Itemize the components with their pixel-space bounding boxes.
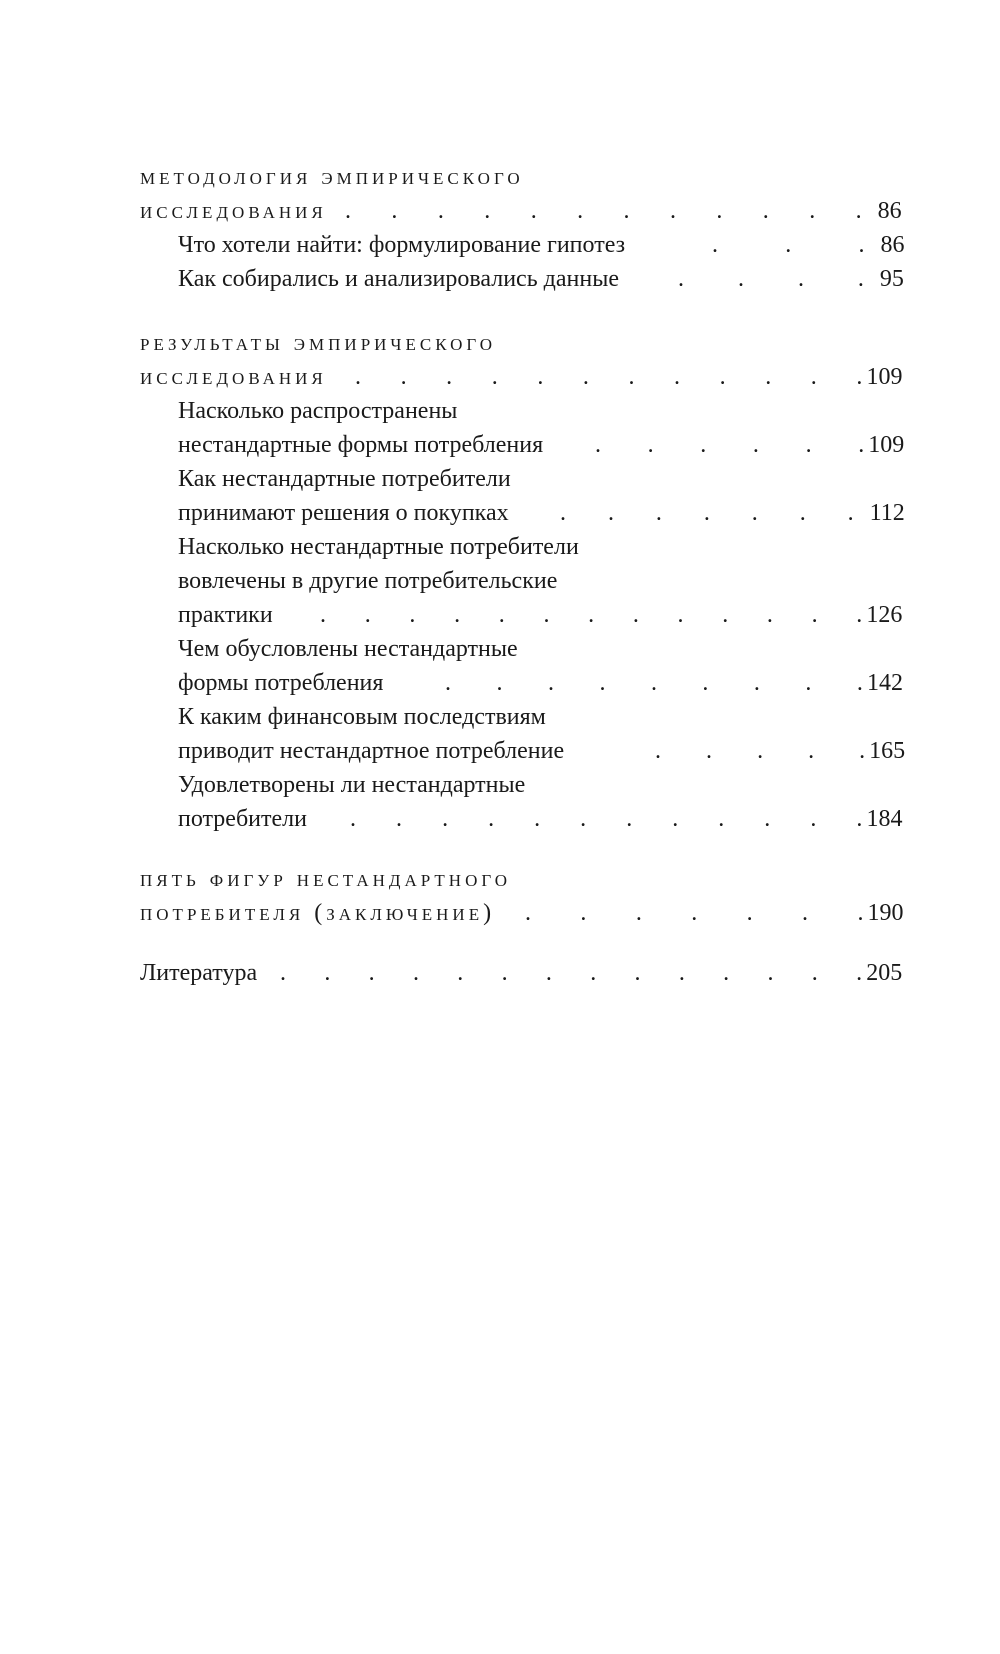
page-number: 86 [880, 232, 905, 258]
toc-item [140, 496, 905, 530]
page-number: 184 [866, 806, 903, 832]
toc-item [140, 428, 905, 462]
section-title-line [140, 896, 904, 930]
page-number: 109 [868, 432, 905, 458]
toc-item [140, 700, 900, 734]
section-title-text: исследования [140, 364, 327, 390]
toc-section [140, 862, 904, 930]
item-text: Что хотели найти: формулирование гипотез [178, 232, 626, 258]
page-number: 126 [866, 602, 903, 628]
item-text: К каким финансовым последствиям [178, 704, 546, 730]
dot-leader: . . . . . . . . . . . . . . 205 [280, 956, 900, 990]
item-text: Насколько распространены [178, 398, 458, 424]
toc-item [140, 734, 906, 768]
dot-leader: . . . . . . . . . . . . 184 [350, 802, 900, 836]
item-text: Как собирались и анализировались данные [178, 266, 619, 292]
item-text: практики [178, 602, 273, 628]
toc-item [140, 768, 900, 802]
section-title-text: потребителя (заключение) [140, 900, 496, 926]
item-text: Чем обусловлены нестандартные [178, 636, 518, 662]
toc-item [140, 598, 903, 632]
page-number: 190 [867, 900, 904, 926]
dot-leader: . . . 86 [712, 228, 900, 262]
toc-item [140, 262, 904, 296]
page-number: 109 [866, 364, 903, 390]
section-title-line [140, 862, 900, 896]
dot-leader: . . . . . . . 190 [525, 896, 900, 930]
dot-leader: . . . . . 165 [655, 734, 900, 768]
toc-item [140, 394, 900, 428]
dot-leader: . . . . . . . . . . . . 109 [355, 360, 900, 394]
item-text: вовлечены в другие потребительские [178, 568, 558, 594]
item-text: нестандартные формы потребления [178, 432, 544, 458]
section-title-line [140, 160, 900, 194]
item-text: приводит нестандартное потребление [178, 738, 565, 764]
dot-leader: . . . . . . . . . 142 [445, 666, 900, 700]
section-title-text: результаты эмпирического [140, 330, 497, 356]
dot-leader: . . . . . . 109 [595, 428, 900, 462]
section-title-line [140, 956, 903, 990]
dot-leader: . . . . . . . . . . . . 86 [345, 194, 900, 228]
section-title-line [140, 360, 903, 394]
dot-leader: . . . . 95 [678, 262, 900, 296]
toc-item [140, 228, 905, 262]
toc-item [140, 530, 900, 564]
section-title-text: методология эмпирического [140, 164, 524, 190]
page-number: 205 [866, 960, 903, 986]
item-text: Удовлетворены ли нестандартные [178, 772, 526, 798]
page-number: 95 [879, 266, 904, 292]
section-title-text: Литература [140, 960, 258, 986]
section-title-line [140, 194, 900, 228]
dot-leader: . . . . . . . . . . . . . 126 [320, 598, 900, 632]
toc-item [140, 462, 900, 496]
toc-section [140, 956, 903, 990]
item-text: Насколько нестандартные потребители [178, 534, 579, 560]
page-number: 165 [869, 738, 906, 764]
toc-section [140, 160, 905, 296]
toc-section [140, 326, 906, 836]
toc-item [140, 564, 900, 598]
toc-item [140, 632, 900, 666]
item-text: Как нестандартные потребители [178, 466, 511, 492]
page-number: 86 [877, 198, 902, 224]
page-number: 142 [866, 670, 903, 696]
page-number: 112 [869, 500, 905, 526]
dot-leader: . . . . . . . 112 [560, 496, 900, 530]
toc-item [140, 666, 903, 700]
table-of-contents [140, 160, 906, 990]
toc-item [140, 802, 903, 836]
section-title-text: пять фигур нестандартного [140, 866, 512, 892]
section-title-line [140, 326, 900, 360]
item-text: формы потребления [178, 670, 384, 696]
item-text: принимают решения о покупках [178, 500, 509, 526]
item-text: потребители [178, 806, 307, 832]
section-title-text: исследования [140, 198, 327, 224]
